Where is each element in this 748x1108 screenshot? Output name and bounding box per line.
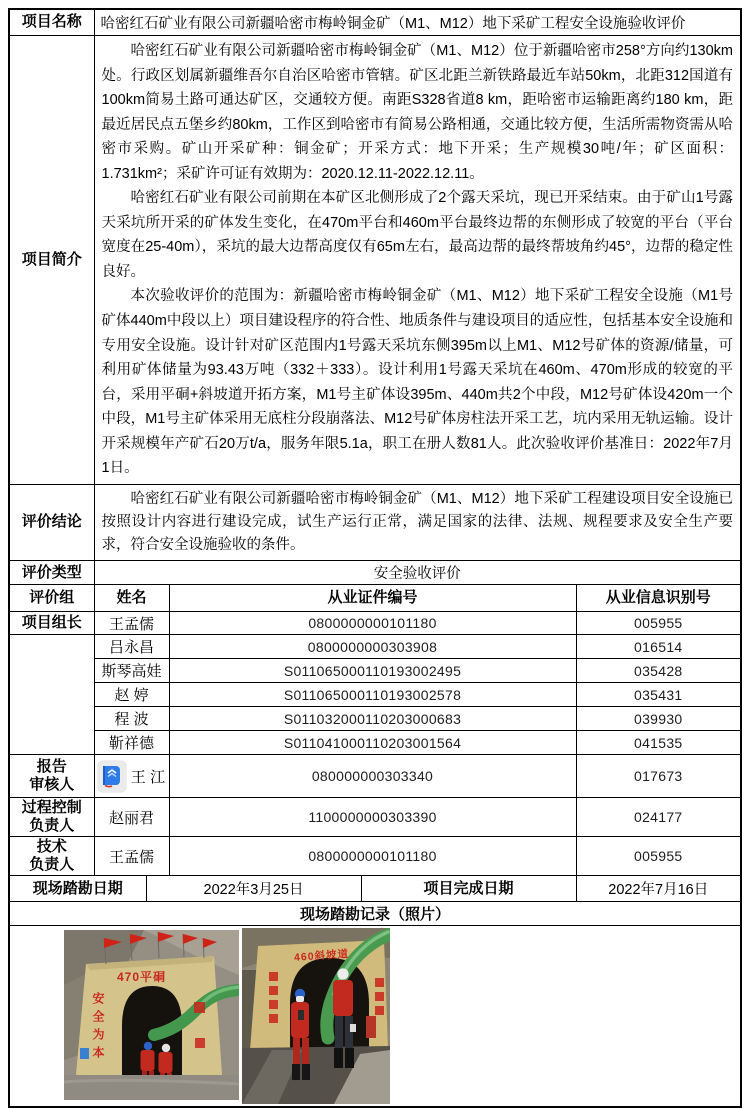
photos-section-title: 现场踏勘记录（照片）: [9, 902, 741, 926]
project-evaluation-table: [8, 8, 742, 1108]
right-slogan-marks: [375, 978, 384, 1015]
col-header-name: 姓名: [94, 585, 169, 612]
member-id: 041535: [576, 731, 741, 755]
row-eval-type: [9, 561, 741, 585]
completion-date-value: 2022年7月16日: [576, 876, 741, 902]
row-group-header: [9, 585, 741, 612]
members-label-empty: [9, 635, 94, 755]
completion-date-label: 项目完成日期: [361, 876, 576, 902]
table-row-member: [9, 659, 741, 683]
reviewer-name: 王 江: [130, 768, 166, 786]
member-name: 吕永昌: [94, 635, 169, 659]
row-project-intro: [9, 36, 741, 485]
project-name-label: 项目名称: [9, 9, 94, 36]
technical-name: 王孟儒: [94, 837, 169, 876]
process-control-id: 024177: [576, 798, 741, 837]
technical-id: 005955: [576, 837, 741, 876]
site-photo-2: [242, 928, 390, 1104]
conclusion-label: 评价结论: [9, 484, 94, 561]
member-name: 靳祥德: [94, 731, 169, 755]
intro-paragraph-2: 哈密红石矿业有限公司前期在本矿区北侧形成了2个露天采坑，现已开采结束。由于矿山1号露天采坑所开采的矿体发生变化，在470m平台和460m平台最终边帮的东侧形成了较宽的平台（平台宽度在25-40m），采坑的最大边帮高度仅有65m左右，最高边帮的最终帮坡角约45°，边帮的稳定性良好。: [101, 190, 733, 280]
reviewer-label-line2: 审核人: [29, 776, 75, 794]
technical-label-line1: 技术: [36, 837, 67, 855]
site-photo-1: [64, 930, 239, 1100]
process-control-name: 赵丽君: [94, 798, 169, 837]
table-row-member: [9, 635, 741, 659]
member-id: 035428: [576, 659, 741, 683]
portal-sign-460: 460斜坡道: [293, 948, 350, 965]
conclusion-text-cell: [94, 484, 741, 561]
reviewer-name-cell: [94, 755, 169, 798]
intro-paragraph-1: 哈密红石矿业有限公司新疆哈密市梅岭铜金矿（M1、M12）位于新疆哈密市258°方向约130km处。行政区划属新疆维吾尔自治区哈密市管辖。矿区北距兰新铁路最近车站50km，北距312国道有100km简易土路可通达矿区，交通较方便。南距S328省道8 km，距哈密市运输距离约180 km，距最近居民点五堡乡约80km，工作区到哈密市有简易公路相通，交通比较方便，生活所需物资需从哈密市采购。矿山开采矿种：铜金矿；开采方式：地下开采；生产规模30吨/年；矿区面积：1.731km²；采矿许可证有效期为：2020.12.11-2022.12.11。: [101, 43, 733, 182]
equipment-box: [366, 1016, 376, 1038]
member-name: 赵 婷: [94, 683, 169, 707]
photos-area: [9, 926, 741, 1107]
eval-type-value: 安全验收评价: [94, 561, 741, 585]
portal-sign-470: 470平硐: [116, 970, 167, 985]
row-photos: [9, 926, 741, 1107]
leader-label: 项目组长: [9, 612, 94, 635]
dictionary-app-icon[interactable]: [98, 761, 126, 792]
member-id: 005955: [576, 612, 741, 635]
eval-type-label: 评价类型: [9, 561, 94, 585]
portal-slogan-vertical: 安全为本: [91, 992, 105, 1065]
col-header-cert: 从业证件编号: [169, 585, 576, 612]
row-process-control: [9, 798, 741, 837]
row-technical: [9, 837, 741, 876]
member-name: 王孟儒: [94, 612, 169, 635]
member-id: 035431: [576, 683, 741, 707]
member-id: 039930: [576, 707, 741, 731]
row-project-name: [9, 9, 741, 36]
reviewer-label-line1: 报告: [36, 757, 67, 775]
member-cert: S011041000110203001564: [169, 731, 576, 755]
survey-date-label: 现场踏勘日期: [9, 876, 146, 902]
row-report-reviewer: [9, 755, 741, 798]
eval-group-label: 评价组: [9, 585, 94, 612]
table-row-member: [9, 707, 741, 731]
col-header-id: 从业信息识别号: [576, 585, 741, 612]
project-name-value: 哈密红石矿业有限公司新疆哈密市梅岭铜金矿（M1、M12）地下采矿工程安全设施验收评价: [94, 9, 741, 36]
intro-paragraph-3: 本次验收评价的范围为：新疆哈密市梅岭铜金矿（M1、M12）地下采矿工程安全设施（M1号矿体440m中段以上）项目建设程序的符合性、地质条件与建设项目的适应性，包括基本安全设施和专用安全设施。设计针对矿区范围内1号露天采坑东侧395m以上M1、M12号矿体的资源/储量，可利用矿体储量为93.43万吨（332＋333）。设计利用1号露天采坑在460m、470m形成的较宽的平台，采用平硐+斜坡道开拓方案，M1号主矿体设395m、440m共2个中段，M12号矿体设420m一个中段，M1号主矿体采用无底柱分段崩落法、M12号矿体房柱法开采工艺，坑内采用无轨运输。设计开采规模年产矿石20万t/a，服务年限5.1a，职工在册人数81人。此次验收评价基准日：2022年7月1日。: [101, 288, 733, 477]
process-control-cert: 1100000000303390: [169, 798, 576, 837]
technical-label: [9, 837, 94, 876]
process-control-label-line2: 负责人: [29, 817, 75, 835]
member-cert: S011065000110193002578: [169, 683, 576, 707]
member-cert: S011065000110193002495: [169, 659, 576, 683]
member-id: 016514: [576, 635, 741, 659]
dictionary-book-icon: [101, 764, 123, 788]
table-row-member: [9, 683, 741, 707]
reviewer-id: 017673: [576, 755, 741, 798]
member-name: 程 波: [94, 707, 169, 731]
table-row-member: [9, 731, 741, 755]
member-cert: S011032000110203000683: [169, 707, 576, 731]
row-dates: [9, 876, 741, 902]
conclusion-text: 哈密红石矿业有限公司新疆哈密市梅岭铜金矿（M1、M12）地下采矿工程建设项目安全设施已按照设计内容进行建设完成，试生产运行正常，满足国家的法律、法规、规程要求及安全生产要求，符合安全设施验收的条件。: [101, 490, 733, 554]
reviewer-label: [9, 755, 94, 798]
reviewer-cert: 080000000303340: [169, 755, 576, 798]
row-photos-header: [9, 902, 741, 926]
project-intro-label: 项目简介: [9, 36, 94, 485]
member-name: 斯琴高娃: [94, 659, 169, 683]
technical-label-line2: 负责人: [29, 856, 75, 874]
row-conclusion: [9, 484, 741, 561]
blue-barrel: [80, 1048, 89, 1059]
member-cert: 0800000000101180: [169, 612, 576, 635]
table-row-leader: [9, 612, 741, 635]
technical-cert: 0800000000101180: [169, 837, 576, 876]
member-cert: 0800000000303908: [169, 635, 576, 659]
project-intro-text: [94, 36, 741, 485]
process-control-label-line1: 过程控制: [21, 798, 82, 816]
survey-date-value: 2022年3月25日: [146, 876, 361, 902]
process-control-label: [9, 798, 94, 837]
